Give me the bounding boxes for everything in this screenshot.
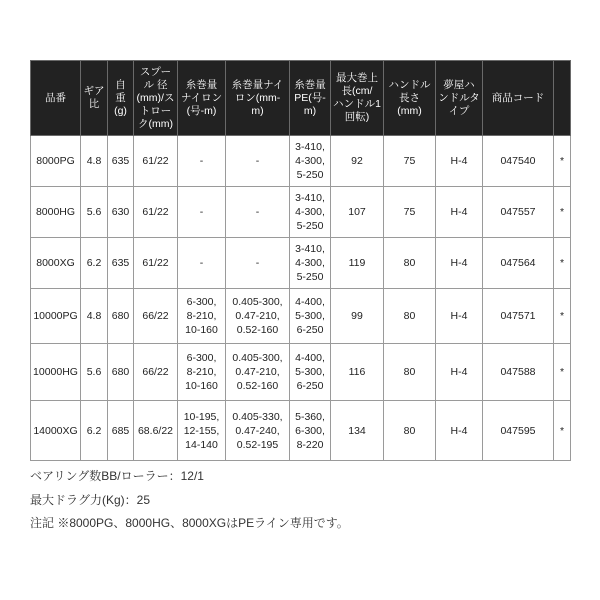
cell-nylon-mm: 0.405-300, 0.47-210, 0.52-160 (226, 289, 290, 344)
header-gear-ratio: ギア 比 (81, 61, 108, 136)
cell-mark: * (554, 344, 571, 401)
cell-weight: 685 (108, 401, 134, 461)
cell-pe: 4-400, 5-300, 6-250 (290, 344, 331, 401)
header-mark (554, 61, 571, 136)
cell-product-code: 047595 (483, 401, 554, 461)
cell-gear-ratio: 5.6 (81, 187, 108, 238)
header-model: 品番 (31, 61, 81, 136)
cell-weight: 635 (108, 238, 134, 289)
cell-max-retrieve: 99 (331, 289, 384, 344)
header-max-retrieve: 最大巻上 長(cm/ ハンドル1 回転) (331, 61, 384, 136)
table-row (31, 289, 571, 344)
cell-gear-ratio: 4.8 (81, 136, 108, 187)
cell-handle-length: 75 (384, 136, 436, 187)
remark-note: 注記 ※8000PG、8000HG、8000XGはPEライン専用です。 (30, 516, 349, 530)
header-spool-stroke: スプー ル 径 (mm)/ス トロー ク(mm) (134, 61, 178, 136)
spec-table (30, 60, 571, 461)
cell-mark: * (554, 187, 571, 238)
cell-handle-length: 75 (384, 187, 436, 238)
cell-gear-ratio: 4.8 (81, 289, 108, 344)
cell-gear-ratio: 6.2 (81, 401, 108, 461)
cell-handle-length: 80 (384, 238, 436, 289)
cell-max-retrieve: 92 (331, 136, 384, 187)
cell-nylon-mm: 0.405-300, 0.47-210, 0.52-160 (226, 344, 290, 401)
cell-handle-length: 80 (384, 401, 436, 461)
cell-weight: 635 (108, 136, 134, 187)
cell-spool-stroke: 66/22 (134, 289, 178, 344)
cell-model: 8000PG (31, 136, 81, 187)
cell-product-code: 047588 (483, 344, 554, 401)
cell-model: 8000XG (31, 238, 81, 289)
cell-max-retrieve: 107 (331, 187, 384, 238)
cell-handle-type: H-4 (436, 289, 483, 344)
cell-spool-stroke: 66/22 (134, 344, 178, 401)
cell-model: 10000PG (31, 289, 81, 344)
cell-product-code: 047571 (483, 289, 554, 344)
cell-handle-type: H-4 (436, 401, 483, 461)
cell-weight: 630 (108, 187, 134, 238)
cell-nylon-mm: 0.405-330, 0.47-240, 0.52-195 (226, 401, 290, 461)
max-drag-note: 最大ドラグ力(Kg)：25 (30, 493, 151, 507)
cell-max-retrieve: 119 (331, 238, 384, 289)
cell-handle-type: H-4 (436, 136, 483, 187)
table-row (31, 136, 571, 187)
table-row (31, 344, 571, 401)
cell-weight: 680 (108, 289, 134, 344)
cell-mark: * (554, 136, 571, 187)
table-row (31, 401, 571, 461)
header-handle-type: 夢屋ハ ンドルタ イプ (436, 61, 483, 136)
cell-model: 8000HG (31, 187, 81, 238)
cell-handle-type: H-4 (436, 238, 483, 289)
cell-weight: 680 (108, 344, 134, 401)
cell-handle-type: H-4 (436, 344, 483, 401)
header-line-capacity-pe: 糸巻量 PE(号- m) (290, 61, 331, 136)
bearing-count-note: ベアリング数BB/ローラー：12/1 (30, 469, 204, 483)
cell-model: 10000HG (31, 344, 81, 401)
cell-spool-stroke: 61/22 (134, 136, 178, 187)
cell-spool-stroke: 61/22 (134, 187, 178, 238)
table-row (31, 238, 571, 289)
cell-max-retrieve: 116 (331, 344, 384, 401)
table-row (31, 187, 571, 238)
cell-gear-ratio: 6.2 (81, 238, 108, 289)
header-weight: 自 重 (g) (108, 61, 134, 136)
cell-nylon-mm: - (226, 187, 290, 238)
header-product-code: 商品コード (483, 61, 554, 136)
cell-mark: * (554, 401, 571, 461)
cell-pe: 5-360, 6-300, 8-220 (290, 401, 331, 461)
cell-mark: * (554, 238, 571, 289)
cell-pe: 3-410, 4-300, 5-250 (290, 187, 331, 238)
cell-nylon-gou: 10-195, 12-155, 14-140 (178, 401, 226, 461)
cell-pe: 3-410, 4-300, 5-250 (290, 136, 331, 187)
header-line-capacity-nylon-mm: 糸巻量ナイ ロン(mm- m) (226, 61, 290, 136)
cell-handle-type: H-4 (436, 187, 483, 238)
cell-product-code: 047564 (483, 238, 554, 289)
cell-handle-length: 80 (384, 289, 436, 344)
cell-pe: 3-410, 4-300, 5-250 (290, 238, 331, 289)
cell-nylon-gou: - (178, 238, 226, 289)
cell-max-retrieve: 134 (331, 401, 384, 461)
cell-spool-stroke: 61/22 (134, 238, 178, 289)
header-row (31, 61, 571, 136)
cell-nylon-gou: - (178, 187, 226, 238)
cell-model: 14000XG (31, 401, 81, 461)
cell-product-code: 047540 (483, 136, 554, 187)
header-handle-length: ハンドル 長さ (mm) (384, 61, 436, 136)
cell-pe: 4-400, 5-300, 6-250 (290, 289, 331, 344)
cell-handle-length: 80 (384, 344, 436, 401)
cell-nylon-gou: 6-300, 8-210, 10-160 (178, 344, 226, 401)
cell-spool-stroke: 68.6/22 (134, 401, 178, 461)
cell-product-code: 047557 (483, 187, 554, 238)
cell-nylon-mm: - (226, 136, 290, 187)
cell-nylon-gou: - (178, 136, 226, 187)
cell-gear-ratio: 5.6 (81, 344, 108, 401)
cell-nylon-mm: - (226, 238, 290, 289)
cell-mark: * (554, 289, 571, 344)
cell-nylon-gou: 6-300, 8-210, 10-160 (178, 289, 226, 344)
header-line-capacity-nylon-gou: 糸巻量 ナイロン (号-m) (178, 61, 226, 136)
